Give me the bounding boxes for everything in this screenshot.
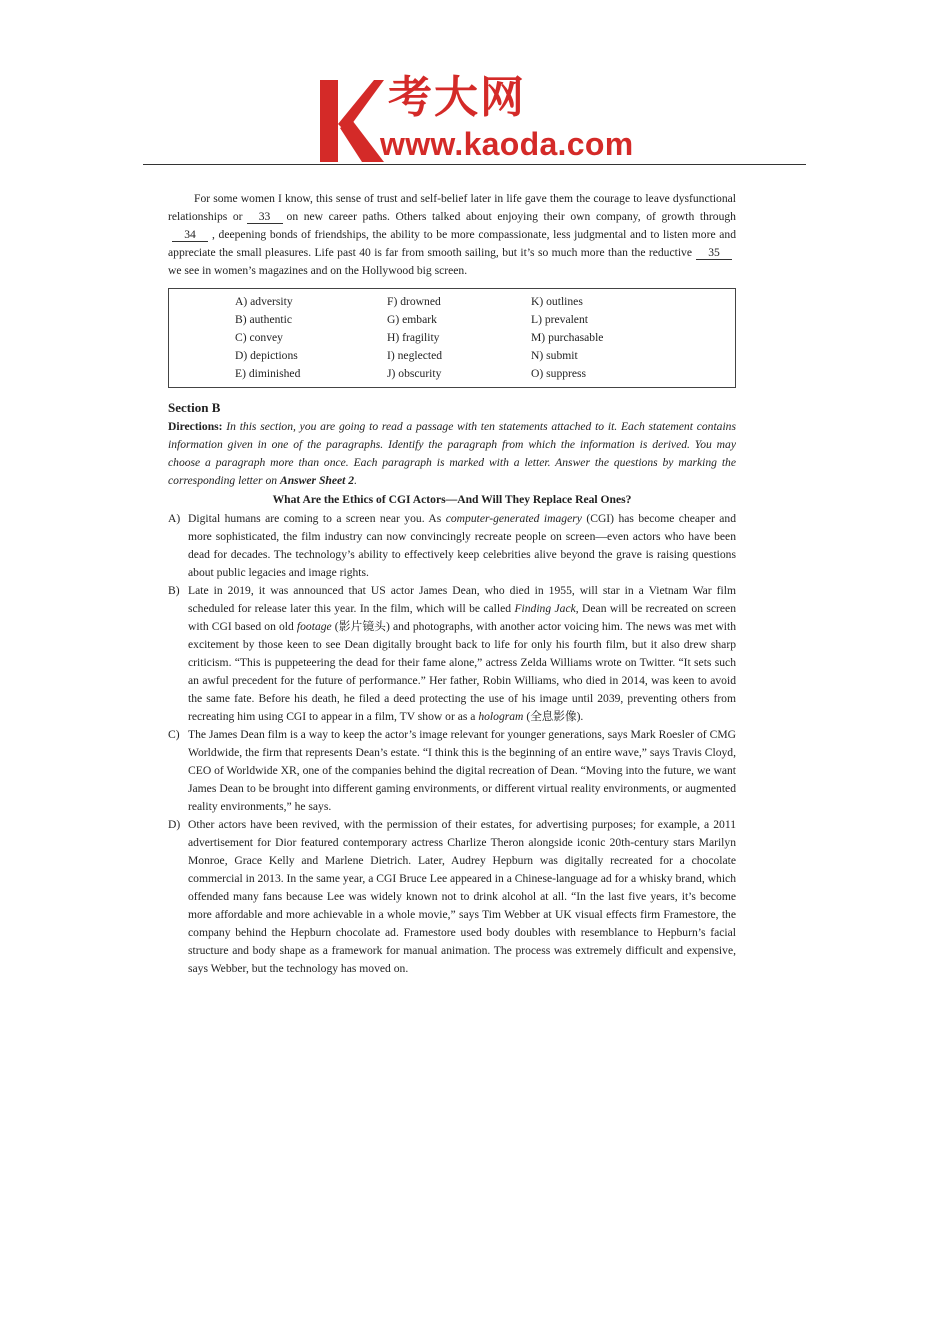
word-option: I) neglected [387, 349, 443, 362]
italic-term: footage [296, 620, 332, 633]
logo-chinese-text: 考大网 [388, 72, 526, 123]
paragraph-text: The James Dean film is a way to keep the actor’s image relevant for younger generations, says Mark Roesler of CMG Worldwide, the firm that represents Dean’s estate. “I think this is the beginning of an entire wave,” says Travis Cloyd, CEO of Worldwide XR, one of the companies behind the digital recreation of Dean. “Moving into the future, we want James Dean to be brought into different gaming environments, or different virtual reality environments, or augmented reality environments,” he says. [188, 728, 736, 813]
intro-text-4: we see in women’s magazines and on the Hollywood big screen. [168, 264, 468, 277]
word-option: C) convey [235, 331, 283, 344]
text-run: (影片镜头) and photographs, with another actor voicing him. The news was met with excitement by those keen to see Dean digitally brought back to life for only his fourth film, but it also drew sharp criticism. “This is puppeteering the dead for their fame alone,” actress Zelda Williams wrote on Twitter. “It sets such an awful precedent for the future of performance.” Her father, Robin Williams, who died in 2014, was keen to avoid the same fate. Before his death, he filed a deed protecting the use of his image until 2039, preventing others from recreating him using CGI to appear in a film, TV show or as a [188, 620, 736, 723]
word-option: J) obscurity [387, 367, 442, 380]
text-run: (全息影像). [526, 710, 584, 723]
italic-term: Finding Jack [514, 602, 576, 615]
directions [168, 418, 736, 490]
paragraph-label: C) [168, 728, 180, 741]
word-option: B) authentic [235, 313, 292, 326]
paragraph-c [168, 726, 736, 816]
intro-text-2: on new career paths. Others talked about enjoying their own company, of growth through [286, 210, 736, 223]
text-run: Late in 2019, it was announced that US actor James Dean, who died in 1955, will star in a Vietnam War film scheduled for release later this year. In the film, which will be called [188, 584, 736, 615]
word-bank-box [168, 288, 736, 388]
site-logo[interactable] [318, 72, 648, 162]
paragraph-label: B) [168, 584, 180, 597]
logo-url-text: www.kaoda.com [380, 126, 634, 162]
directions-end: . [354, 474, 357, 487]
word-option: A) adversity [235, 295, 293, 308]
blank-34: 34 [172, 228, 208, 242]
intro-paragraph [168, 190, 736, 280]
paragraph-text: Other actors have been revived, with the permission of their estates, for advertising purposes; for example, a 2011 advertisement for Dior featured contemporary actress Charlize Theron alongside iconic 20th-century stars Marilyn Monroe, Grace Kelly and Marlene Dietrich. Later, Audrey Hepburn was digitally recreated for a chocolate commercial in 2013. In the same year, a CGI Bruce Lee appeared in a Chinese-language ad for a whisky brand, which offended many fans because Lee was widely known not to drink alcohol at all. “In the last five years, it’s become more affordable and more achievable in a whole movie,” says Tim Webber at UK visual effects firm Framestore, the company behind the Hepburn chocolate ad. Framestore used body doubles with resemblance to Hepburn’s facial structure and body shape as a framework for manual animation. The process was extremely difficult and expensive, says Webber, but the technology has moved on. [188, 818, 736, 975]
text-run: Digital humans are coming to a screen near you. As [188, 512, 442, 525]
section-title: Section B [168, 400, 221, 415]
paragraph-text [188, 582, 736, 726]
passage-title: What Are the Ethics of CGI Actors—And Will They Replace Real Ones? [272, 493, 632, 506]
word-option: G) embark [387, 313, 437, 326]
word-option: N) submit [531, 349, 578, 362]
word-option: O) suppress [531, 367, 587, 380]
blank-35: 35 [696, 246, 732, 260]
text-run: (CGI) has become cheaper and more sophisticated, the film industry can now convincingly recreate people on screen—even actors who have been dead for decades. The technology’s ability to effectively keep celebrities alive beyond the grave is raising questions about public legacies and image rights. [188, 512, 737, 579]
header-divider [143, 164, 806, 165]
paragraph-a [168, 510, 736, 582]
intro-text-3: , deepening bonds of friendships, the ability to be more compassionate, less judgmental and to listen more and appreciate the small pleasures. Life past 40 is far from smooth sailing, but it’s so much more than the reductive [168, 228, 736, 259]
word-option: K) outlines [531, 295, 583, 308]
word-option: E) diminished [235, 367, 301, 380]
word-option: H) fragility [387, 331, 440, 344]
paragraph-b [168, 582, 736, 726]
italic-term: hologram [478, 710, 524, 723]
word-bank-column-1 [235, 293, 300, 383]
word-option: L) prevalent [531, 313, 588, 326]
document-body [168, 190, 736, 978]
word-option: M) purchasable [531, 331, 604, 344]
word-bank-column-2 [387, 293, 442, 383]
logo-k-mark-icon [318, 76, 384, 162]
directions-text: In this section, you are going to read a passage with ten statements attached to it. Each statement contains information given in one of the paragraphs. Identify the paragraph from which the information is derived. You may choose a paragraph more than once. Each paragraph is marked with a letter. Answer the questions by marking the corresponding letter on [168, 420, 736, 487]
word-option: F) drowned [387, 295, 441, 308]
paragraph-label: D) [168, 818, 181, 831]
italic-term: computer-generated imagery [445, 512, 582, 525]
text-run: , Dean will be recreated on screen with CGI based on old [188, 602, 736, 633]
answer-sheet-label: Answer Sheet 2 [279, 474, 355, 487]
paragraph-d [168, 816, 736, 978]
word-bank-column-3 [531, 293, 603, 383]
intro-text-1: For some women I know, this sense of trust and self-belief later in life gave them the courage to leave dysfunctional relationships or [168, 192, 736, 223]
directions-label: Directions: [168, 420, 223, 433]
paragraph-label: A) [168, 512, 181, 525]
word-option: D) depictions [235, 349, 298, 362]
paragraph-text [188, 510, 736, 582]
blank-33: 33 [247, 210, 283, 224]
